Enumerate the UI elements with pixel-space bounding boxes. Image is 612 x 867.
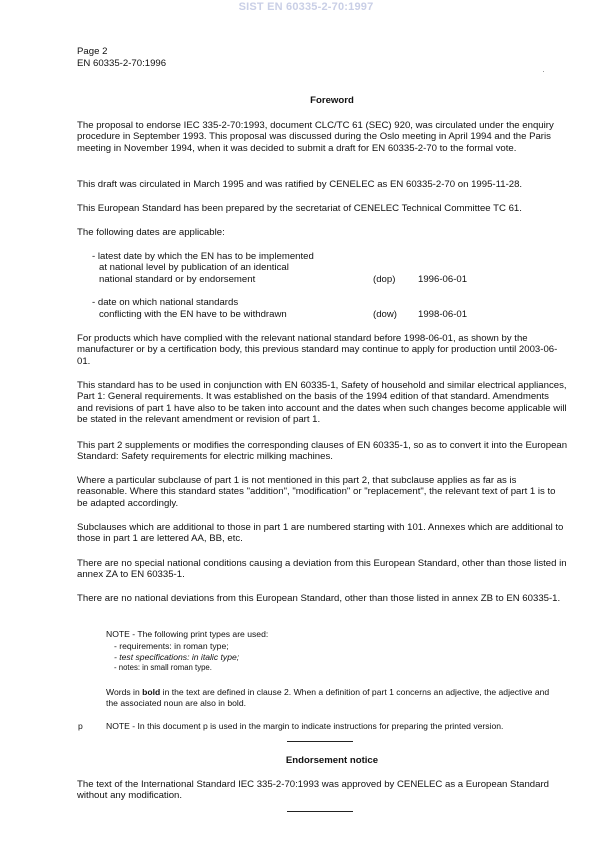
page-header	[77, 46, 166, 70]
section-divider	[287, 741, 353, 742]
foreword-paragraph-10: There are no special national conditions causing a deviation from this European Standard, other than those listed in annex ZA to EN 60335-1.	[77, 558, 567, 581]
note-bold-definition	[106, 687, 556, 708]
foreword-paragraph-8: Where a particular subclause of part 1 is not mentioned in this part 2, that subclause applies as far as is reasonable. Where this standard states "addition", "modification" or "replacement", the relevant text of part 1 is to be adapted accordingly.	[77, 475, 556, 509]
dow-line-2: conflicting with the EN have to be withdrawn	[99, 309, 287, 320]
dop-line-2: at national level by publication of an identical	[99, 262, 289, 273]
dop-code: (dop)	[373, 274, 396, 285]
foreword-title: Foreword	[310, 95, 354, 106]
dow-code: (dow)	[373, 309, 397, 320]
note-item-roman: - requirements: in roman type;	[114, 641, 229, 651]
watermark: SIST EN 60335-2-70:1997	[238, 1, 374, 13]
dop-date: 1996-06-01	[418, 274, 468, 285]
note-item-small: - notes: in small roman type.	[114, 663, 212, 672]
dop-line-1: - latest date by which the EN has to be implemented	[92, 251, 314, 262]
note-item-italic: - test specifications: in italic type;	[114, 652, 240, 662]
page-number: Page 2	[77, 46, 108, 57]
note-words-bold: bold	[142, 687, 161, 697]
foreword-paragraph-6: This standard has to be used in conjunction with EN 60335-1, Safety of household and similar electrical appliances, Part 1: General requirements. It was established on the basis of the 1994 edition of that standard. Amendments and revisions of part 1 have also to be taken into account and the dates when such changes become applicable will be stated in the relevant amendment or revision of part 1.	[77, 380, 567, 426]
foreword-paragraph-3: This European Standard has been prepared by the secretariat of CENELEC Technical Committee TC 61.	[77, 203, 522, 214]
margin-note: NOTE - In this document p is used in the margin to indicate instructions for preparing the printed version.	[106, 721, 504, 731]
foreword-paragraph-7: This part 2 supplements or modifies the corresponding clauses of EN 60335-1, so as to convert it into the European Standard: Safety requirements for electric milking machines.	[77, 440, 568, 463]
endorsement-text: The text of the International Standard IEC 335-2-70:1993 was approved by CENELEC as a European Standard without any modification.	[77, 779, 549, 802]
endorsement-title: Endorsement notice	[285, 755, 379, 766]
dop-line-3: national standard or by endorsement	[99, 274, 256, 285]
scan-speck	[543, 71, 544, 72]
end-divider	[287, 811, 353, 812]
standard-reference: EN 60335-2-70:1996	[77, 58, 167, 69]
dow-date: 1998-06-01	[418, 309, 468, 320]
foreword-paragraph-5: For products which have complied with the relevant national standard before 1998-06-01, as shown by the manufacturer or by a certification body, this previous standard may continue to apply for production until 2003-06-01.	[77, 333, 558, 367]
margin-mark: p	[78, 721, 83, 731]
foreword-paragraph-4: The following dates are applicable:	[77, 227, 225, 238]
foreword-paragraph-2: This draft was circulated in March 1995 and was ratified by CENELEC as EN 60335-2-70 on 1995-11-28.	[77, 179, 523, 190]
note-intro: NOTE - The following print types are used:	[106, 629, 269, 639]
note-words-pre: Words in	[106, 687, 143, 697]
dow-line-1: - date on which national standards	[92, 297, 239, 308]
foreword-paragraph-11: There are no national deviations from this European Standard, other than those listed in annex ZB to EN 60335-1.	[77, 593, 561, 604]
foreword-paragraph-9: Subclauses which are additional to those in part 1 are numbered starting with 101. Annexes which are additional to those in part 1 are lettered AA, BB, etc.	[77, 522, 564, 545]
foreword-paragraph-1: The proposal to endorse IEC 335-2-70:1993, document CLC/TC 61 (SEC) 920, was circulated under the enquiry procedure in September 1993. This proposal was discussed during the Oslo meeting in April 1994 and the Paris meeting in November 1994, when it was decided to submit a draft for EN 60335-2-70 to the formal vote.	[77, 120, 554, 154]
note-words-post: in the text are defined in clause 2. When a definition of part 1 concerns an adjective, the adjective and the associated noun are also in bold.	[106, 687, 550, 708]
